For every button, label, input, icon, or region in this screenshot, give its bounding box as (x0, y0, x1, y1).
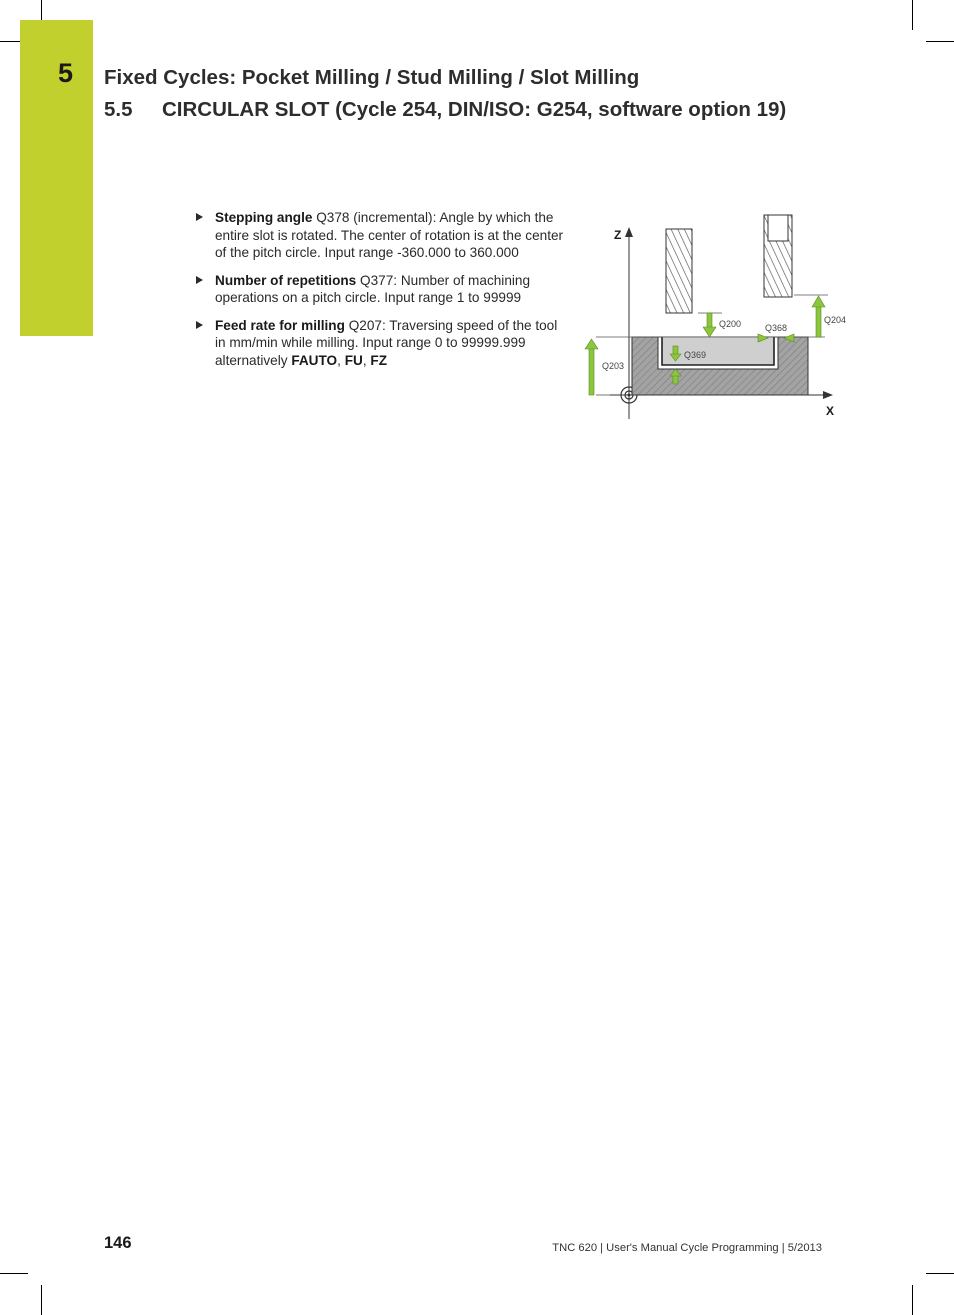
section-number: 5.5 (104, 98, 133, 121)
param-number-of-repetitions (194, 272, 566, 307)
q203-label: Q203 (602, 361, 625, 371)
circular-slot-figure (580, 205, 850, 425)
q204-arrow-icon (816, 305, 821, 337)
q369-arrow-up-icon (673, 375, 678, 384)
figure-svg (580, 205, 850, 425)
param-description: Q378 (incremental): Angle by which the entire slot is rotated. The center of rotation is at the center of the pitch circle. Input range -360.000 to 360.000 (215, 210, 564, 260)
chapter-number: 5 (58, 58, 74, 88)
q200-arrow-icon (707, 313, 712, 329)
q369-arrow-down-icon (673, 346, 678, 355)
parameter-list (194, 209, 566, 379)
separator: , (362, 352, 371, 368)
origin-icon-dot (628, 394, 631, 397)
q368-label: Q368 (765, 323, 788, 333)
bullet-arrow-icon (196, 321, 203, 329)
x-axis-label: X (826, 404, 835, 418)
footer-text: TNC 620 | User's Manual Cycle Programming | 5/2013 (552, 1242, 822, 1254)
chapter-title: Fixed Cycles: Pocket Milling / Stud Milling / Slot Milling (104, 66, 640, 89)
param-name: Stepping angle (215, 210, 313, 225)
param-name: Number of repetitions (215, 272, 357, 288)
section-title (104, 98, 786, 122)
crop-mark (926, 1273, 954, 1274)
bullet-arrow-icon (196, 276, 203, 284)
crop-mark (0, 1273, 28, 1274)
q203-arrow-icon (589, 347, 594, 395)
param-feed-rate-for-milling (194, 317, 566, 370)
option-fauto: FAUTO (291, 352, 338, 368)
x-axis-arrow-icon (823, 391, 833, 399)
separator: , (337, 352, 345, 368)
z-axis-label: Z (614, 228, 622, 242)
slot-finished-area (662, 337, 774, 365)
crop-mark (0, 41, 20, 42)
q200-label: Q200 (719, 319, 742, 329)
q204-label: Q204 (824, 315, 847, 325)
param-description: Q377: Number of machining operations on a pitch circle. Input range 1 to 99999 (215, 272, 531, 305)
param-name: Feed rate for milling (215, 317, 345, 333)
q369-label: Q369 (684, 350, 707, 360)
crop-mark (41, 0, 42, 20)
crop-mark (926, 41, 954, 42)
param-description: Q207: Traversing speed of the tool in mm/min while milling. Input range 0 to 99999.999 alternatively (215, 317, 558, 368)
q200-arrow-head (703, 327, 716, 337)
page-number: 146 (104, 1234, 132, 1252)
tool-shank (768, 215, 788, 241)
q204-arrow-head (812, 296, 825, 307)
milling-tool-left (666, 229, 692, 313)
q203-arrow-head (585, 339, 598, 349)
option-fu: FU (344, 352, 363, 368)
crop-mark (41, 1285, 42, 1315)
param-stepping-angle (194, 209, 566, 262)
section-title-text: CIRCULAR SLOT (Cycle 254, DIN/ISO: G254, software option 19) (162, 98, 787, 121)
crop-mark (912, 0, 913, 30)
bullet-arrow-icon (196, 213, 203, 221)
crop-mark (912, 1285, 913, 1315)
option-fz: FZ (370, 352, 387, 368)
z-axis-arrow-icon (625, 227, 633, 237)
